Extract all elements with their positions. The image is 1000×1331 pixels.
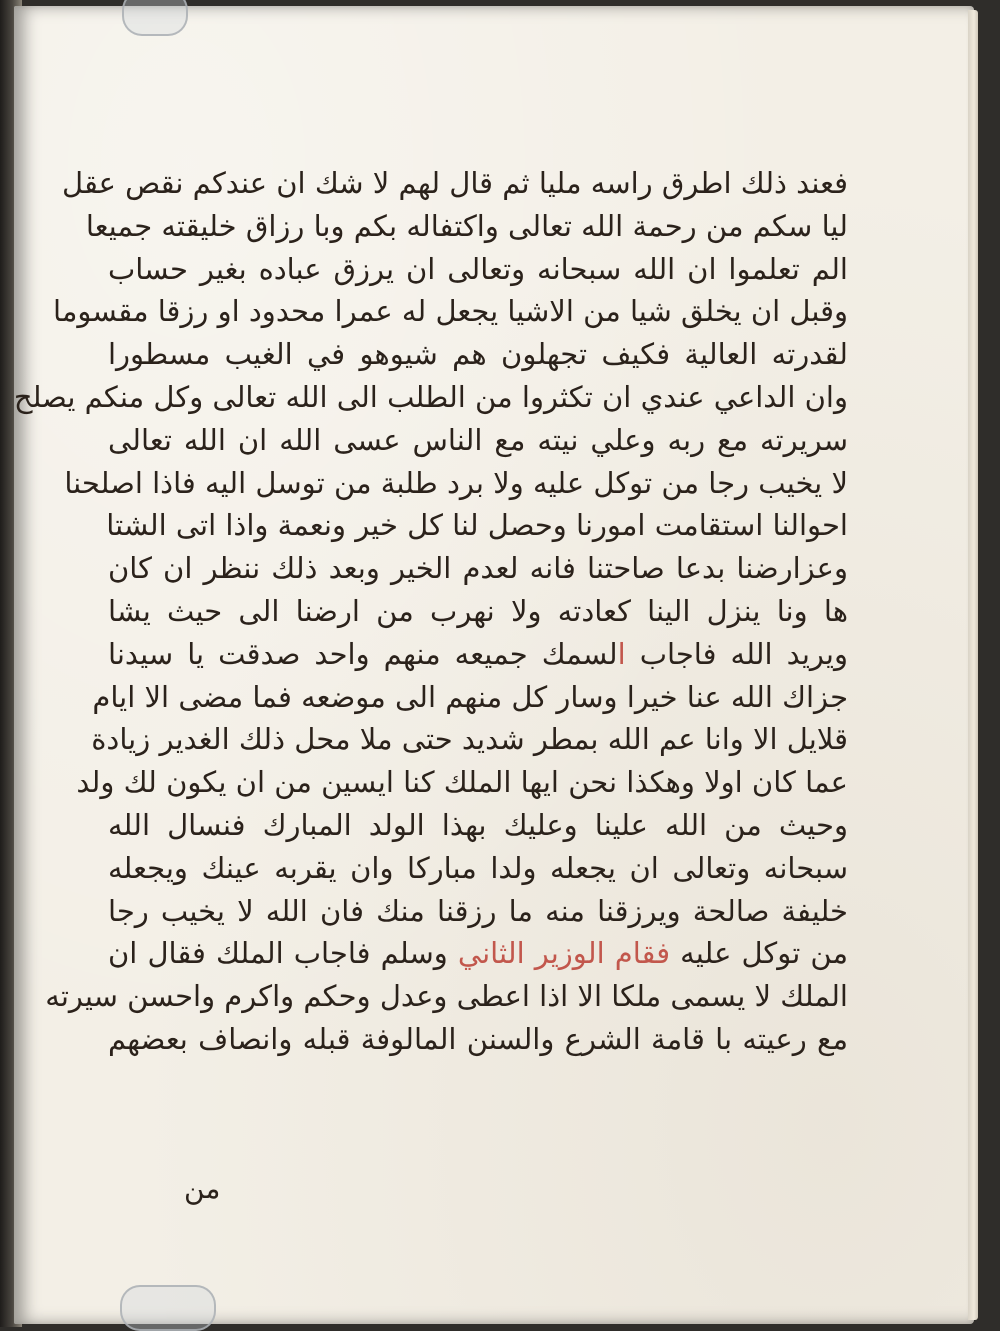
line-segment: من توكل عليه <box>670 936 848 971</box>
text-line-13: جزاك الله عنا خيرا وسار كل منهم الى موضعه فما مضى الا ايام <box>92 679 848 714</box>
text-line-2: ليا سكم من رحمة الله تعالى واكتفاله بكم وبا رزاق خليقته جميعا <box>85 208 848 243</box>
text-line-5: لقدرته العالية فكيف تجهلون هم شيوهو في الغيب مسطورا <box>108 337 848 372</box>
text-line-12 <box>108 633 848 676</box>
text-line-10: وعزارضنا بدعا صاحتنا فانه لعدم الخير وبعد ذلك ننظر ان كان <box>108 551 848 586</box>
text-line-9: احوالنا استقامت امورنا وحصل لنا كل خير ونعمة واذا اتى الشتا <box>106 508 848 543</box>
page-clip-top <box>122 0 188 36</box>
catchword: من <box>184 1172 221 1205</box>
text-line-21: مع رعيته با قامة الشرع والسنن المالوفة قبله وانصاف بعضهم <box>108 1021 848 1056</box>
text-line-20: الملك لا يسمى ملكا الا اذا اعطى وعدل وحكم واكرم واحسن سيرته <box>45 979 848 1014</box>
line-segment: ويريد الله فاجاب <box>625 636 848 671</box>
text-line-17: سبحانه وتعالى ان يجعله ولدا مباركا وان يقربه عينك ويجعله <box>108 850 848 885</box>
rubric-mark: ا <box>617 636 626 671</box>
manuscript-text-block <box>13 162 848 1061</box>
text-line-3: الم تعلموا ان الله سبحانه وتعالى ان يرزق عباده بغير حساب <box>108 251 848 286</box>
text-line-8: لا يخيب رجا من توكل عليه ولا برد طلبة من توسل اليه فاذا اصلحنا <box>64 465 848 500</box>
text-line-15: عما كان اولا وهكذا نحن ايها الملك كنا ايسين من ان يكون لك ولد <box>76 765 848 800</box>
text-line-18: خليفة صالحة ويرزقنا منه ما رزقنا منك فان الله لا يخيب رجا <box>108 893 848 928</box>
text-line-16: وحيث من الله علينا وعليك بهذا الولد المبارك فنسال الله <box>108 807 848 842</box>
text-line-1: فعند ذلك اطرق راسه مليا ثم قال لهم لا شك ان عندكم نقص عقل <box>62 166 848 200</box>
text-line-14: قلايل الا وانا عم الله بمطر شديد حتى ملا محل ذلك الغدير زيادة <box>91 722 848 757</box>
page-clip-bottom <box>120 1285 216 1331</box>
text-line-11: ها ونا ينزل الينا كعادته ولا نهرب من ارضنا الى حيث يشا <box>108 593 848 628</box>
text-line-4: وقبل ان يخلق شيا من الاشيا يجعل له عمرا محدود او رزقا مقسوما <box>53 294 848 329</box>
line-segment: لسمك جميعه منهم واحد صدقت يا سيدنا <box>108 636 618 671</box>
line-segment: وسلم فاجاب الملك فقال ان <box>108 936 458 971</box>
page-edge <box>968 10 978 1320</box>
text-line-6: وان الداعي عندي ان تكثروا من الطلب الى الله تعالى وكل منكم يصلح <box>13 379 848 414</box>
text-line-7: سريرته مع ربه وعلي نيته مع الناس عسى الله ان الله تعالى <box>108 422 848 457</box>
rubric-heading: فقام الوزير الثاني <box>457 936 671 971</box>
text-line-19 <box>108 932 848 975</box>
